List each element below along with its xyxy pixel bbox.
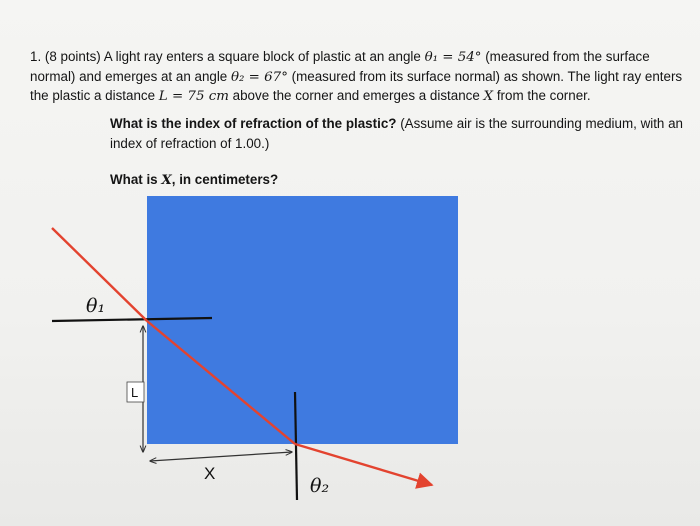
problem-text-d: above the corner and emerges a distance <box>232 88 480 103</box>
question1-bold: What is the index of refraction of the plastic? <box>110 116 397 131</box>
L-label: L <box>131 385 139 400</box>
theta2-label: θ₂ <box>310 475 330 497</box>
question2-symbol: X <box>161 172 172 188</box>
question2-suffix: , in centimeters? <box>171 172 279 187</box>
problem-text-c: (measured from its surface normal) as shown. The light ray enters the plastic a distance <box>30 68 683 103</box>
theta1-value: θ₁ = 54° <box>424 50 482 65</box>
plastic-block <box>147 196 458 444</box>
problem-text-e: from the corner. <box>496 88 591 103</box>
problem-points: (8 points) <box>44 49 101 64</box>
X-dimension-arrow <box>150 452 292 461</box>
X-symbol: X <box>483 89 494 104</box>
problem-text-a: A light ray enters a square block of plastic at an angle <box>103 49 421 64</box>
question1-rest: (Assume air is the surrounding medium, with an index of refraction of 1.00.) <box>110 116 683 151</box>
L-value: L = 75 cm <box>158 89 229 104</box>
theta2-value: θ₂ = 67° <box>231 69 288 85</box>
problem-number: 1. <box>30 49 42 64</box>
problem-text-b: (measured from the surface normal) and emerges at an angle <box>30 49 650 84</box>
question2-prefix: What is <box>110 172 158 187</box>
X-label: X <box>204 464 216 483</box>
theta1-label: θ₁ <box>86 295 106 317</box>
